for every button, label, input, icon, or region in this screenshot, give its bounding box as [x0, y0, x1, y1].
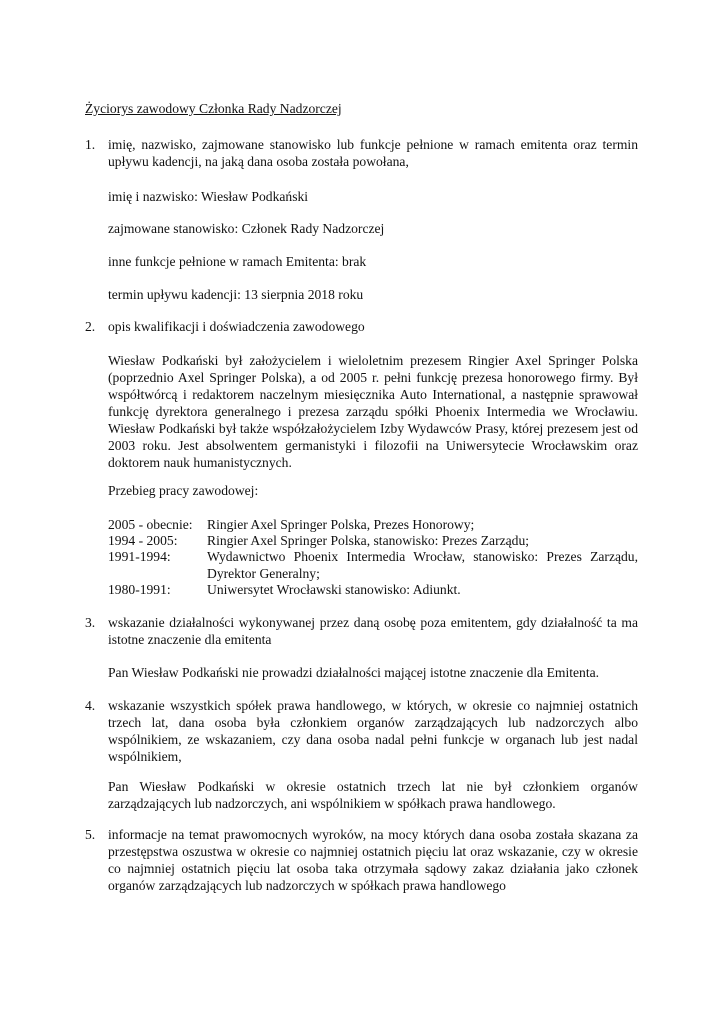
field-term-expiry: termin upływu kadencji: 13 sierpnia 2018 roku	[108, 287, 364, 302]
section-3-heading: wskazanie działalności wykonywanej przez daną osobę poza emitentem, gdy działalność ta ma istotne znaczenie dla emitenta	[108, 615, 638, 647]
work-history-years: 1994 - 2005:	[108, 533, 178, 548]
work-history-description: Ringier Axel Springer Polska, stanowisko: Prezes Zarządu;	[207, 533, 530, 548]
section-1-number: 1.	[85, 137, 96, 152]
section-3-body: Pan Wiesław Podkański nie prowadzi działalności mającej istotne znaczenie dla Emitenta.	[108, 665, 600, 680]
section-4-body: Pan Wiesław Podkański w okresie ostatnich trzech lat nie był członkiem organów zarządzających lub nadzorczych, ani wspólnikiem w spółkach prawa handlowego.	[108, 779, 638, 811]
work-history-description: Wydawnictwo Phoenix Intermedia Wrocław, stanowisko: Prezes Zarządu, Dyrektor Generalny;	[207, 549, 638, 581]
section-1-heading: imię, nazwisko, zajmowane stanowisko lub funkcje pełnione w ramach emitenta oraz termin upływu kadencji, na jaką dana osoba została powołana,	[108, 137, 638, 169]
section-5-number: 5.	[85, 827, 96, 842]
section-3-number: 3.	[85, 615, 96, 630]
section-2-heading: opis kwalifikacji i doświadczenia zawodowego	[108, 319, 365, 334]
work-history-heading: Przebieg pracy zawodowej:	[108, 483, 259, 498]
section-4-heading: wskazanie wszystkich spółek prawa handlowego, w których, w okresie co najmniej ostatnich trzech lat, dana osoba była członkiem organów zarządzających lub nadzorczych albo wspólnikiem, ze wskazaniem, czy dana osoba nadal pełni funkcje w organach lub jest nadal wspólnikiem,	[108, 698, 638, 764]
section-4-number: 4.	[85, 698, 96, 713]
work-history-description: Uniwersytet Wrocławski stanowisko: Adiunkt.	[207, 582, 461, 597]
section-2-number: 2.	[85, 319, 96, 334]
section-2-body: Wiesław Podkański był założycielem i wieloletnim prezesem Ringier Axel Springer Polska (poprzednio Axel Springer Polska), a od 2005 r. pełni funkcję prezesa honorowego firmy. Był współtwórcą i redaktorem naczelnym miesięcznika Auto International, a następnie sprawował funkcję dyrektora generalnego i prezesa zarządu spółki Phoenix Intermedia we Wrocławiu. Wiesław Podkański był także współzałożycielem Izby Wydawców Prasy, której prezesem jest od 2003 roku. Jest absolwentem germanistyki i filozofii na Uniwersytecie Wrocławskim oraz doktorem nauk humanistycznych.	[108, 353, 638, 470]
work-history-years: 1991-1994:	[108, 549, 171, 564]
document-title: Życiorys zawodowy Członka Rady Nadzorczej	[85, 101, 342, 116]
field-position: zajmowane stanowisko: Członek Rady Nadzorczej	[108, 221, 385, 236]
field-other-functions: inne funkcje pełnione w ramach Emitenta: brak	[108, 254, 367, 269]
work-history-years: 1980-1991:	[108, 582, 171, 597]
field-name: imię i nazwisko: Wiesław Podkański	[108, 189, 309, 204]
section-5-heading: informacje na temat prawomocnych wyroków, na mocy których dana osoba została skazana za przestępstwa oszustwa w okresie co najmniej ostatnich pięciu lat oraz wskazanie, czy w okresie co najmniej ostatnich pięciu lat osoba taka otrzymała sądowy zakaz działania jako członek organów zarządzających lub nadzorczych w spółkach prawa handlowego	[108, 827, 638, 893]
work-history-description: Ringier Axel Springer Polska, Prezes Honorowy;	[207, 517, 475, 532]
work-history-years: 2005 - obecnie:	[108, 517, 193, 532]
